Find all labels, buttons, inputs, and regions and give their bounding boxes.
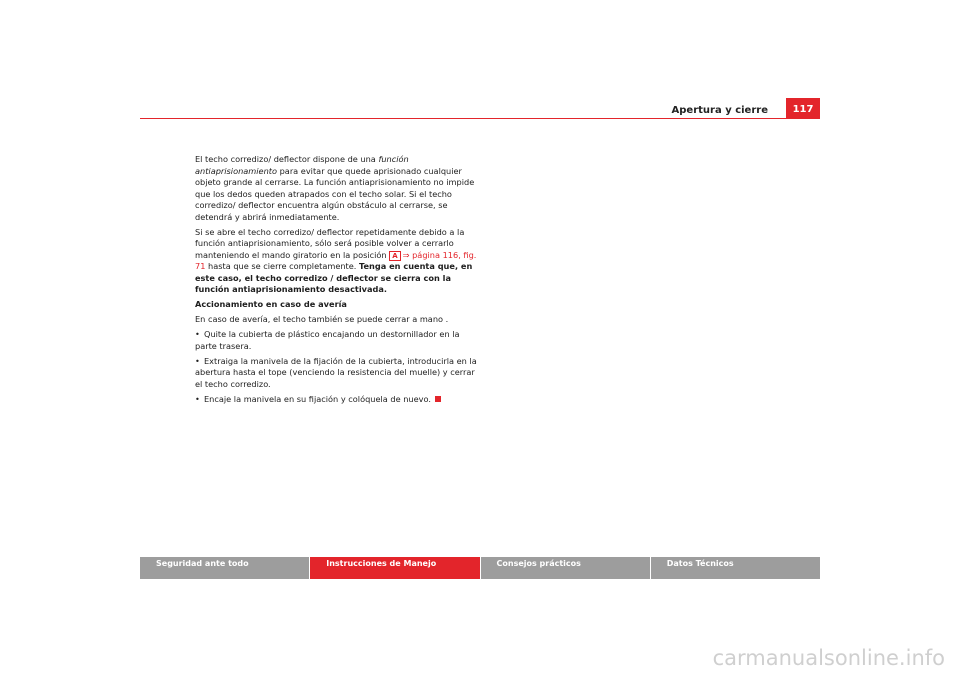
tab-instrucciones[interactable]: Instrucciones de Manejo bbox=[310, 557, 479, 579]
paragraph-3: En caso de avería, el techo también se puede cerrar a mano . bbox=[195, 314, 449, 324]
tab-seguridad[interactable]: Seguridad ante todo bbox=[140, 557, 309, 579]
bullet-icon: • bbox=[195, 393, 200, 404]
list-item-text: Extraiga la manivela de la fijación de la cubierta, introducirla en la abertura hasta el tope (venciendo la resistencia del muelle) y cerrar el techo corredizo. bbox=[195, 355, 477, 389]
p1-text-a: El techo corredizo/ deflector dispone de una bbox=[195, 154, 379, 164]
page-title: Apertura y cierre bbox=[671, 105, 768, 116]
list-item-text: Quite la cubierta de plástico encajando un destornillador en la parte trasera. bbox=[195, 329, 460, 351]
tab-datos[interactable]: Datos Técnicos bbox=[651, 557, 820, 579]
paragraph-1 bbox=[195, 154, 480, 223]
paragraph-2 bbox=[195, 227, 480, 296]
main-text bbox=[195, 154, 480, 409]
end-of-section-icon bbox=[435, 396, 441, 402]
list-item bbox=[195, 356, 480, 391]
p2-text-b: hasta que se cierre completamente. bbox=[205, 261, 359, 271]
bullet-icon: • bbox=[195, 329, 200, 339]
p1-italic: función antiaprisionamiento bbox=[195, 154, 409, 176]
tab-consejos[interactable]: Consejos prácticos bbox=[481, 557, 650, 579]
p2-text-a: Si se abre el techo corredizo/ deflector repetidamente debido a la función antiaprisionamiento, sólo será posible volver a cerrarlo manteniendo el mando giratorio en la posición bbox=[195, 226, 465, 260]
list-item bbox=[195, 394, 480, 406]
page-number-badge: 117 bbox=[786, 98, 820, 119]
list-item-text: Encaje la manivela en su fijación y colóquela de nuevo. bbox=[204, 393, 431, 404]
bullet-icon: • bbox=[195, 355, 200, 366]
position-a-marker: A bbox=[389, 251, 400, 261]
header-rule bbox=[140, 118, 820, 119]
p2-bold-note: Tenga en cuenta que, en este caso, el techo corredizo / deflector se cierra con la función antiaprisionamiento desactivada. bbox=[195, 261, 473, 294]
section-heading: Accionamiento en caso de avería bbox=[195, 299, 347, 309]
page-reference-link[interactable]: ⇒ página 116, fig. 71 bbox=[195, 249, 477, 271]
footer-nav bbox=[140, 557, 820, 579]
list-item bbox=[195, 329, 480, 352]
watermark: carmanualsonline.info bbox=[712, 646, 945, 670]
p1-text-b: para evitar que quede aprisionado cualquier objeto grande al cerrarse. La función antiaprisionamiento no impide que los dedos queden atrapados con el techo solar. Si el techo corredizo/ deflector encuentra algún obstáculo al cerrarse, se detendrá y abrirá inmediatamente. bbox=[195, 165, 475, 222]
